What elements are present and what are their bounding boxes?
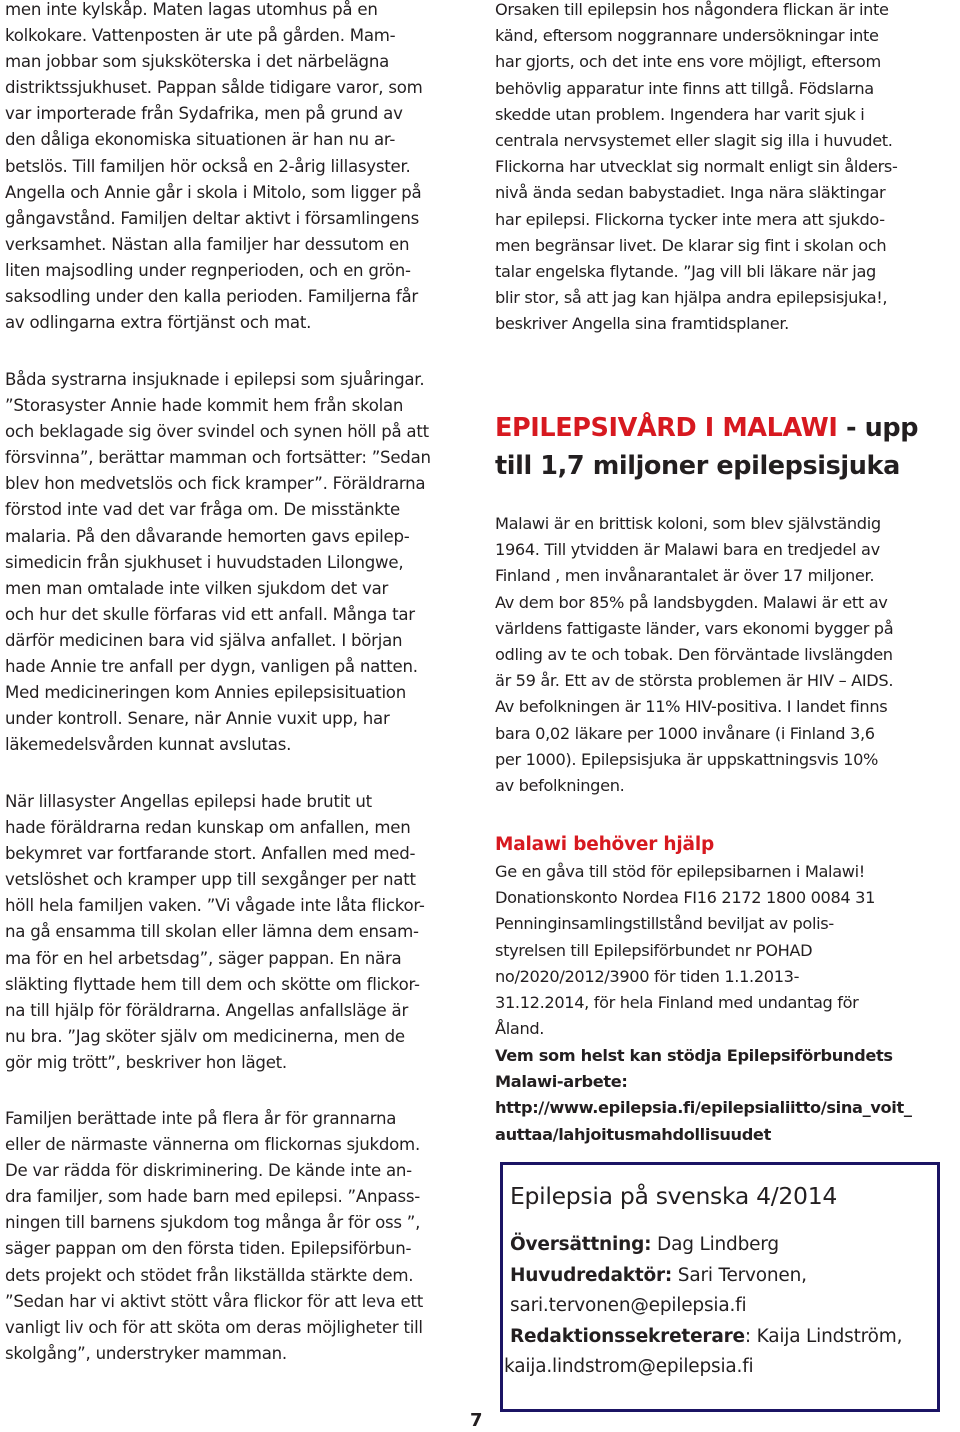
text-line: styrelsen till Epilepsiförbundet nr POHAD	[495, 940, 813, 960]
text-line: De var rädda för diskriminering. De kände inte an-	[5, 1161, 412, 1181]
text-line: Av befolkningen är 11% HIV-positiva. I landet finns	[495, 697, 888, 717]
text-line: bekymret var fortfarande stort. Anfallen med med-	[5, 844, 416, 864]
text-line: kolkokare. Vattenposten är ute på gården. Mam-	[5, 26, 396, 46]
text-line: dets projekt och stödet från likställda stärkte dem.	[5, 1265, 414, 1285]
text-line: Ge en gåva till stöd för epilepsibarnen i Malawi!	[495, 862, 865, 881]
secretary-label: Redaktionssekreterare	[510, 1325, 745, 1347]
page-number: 7	[470, 1410, 483, 1431]
text-line: Malawi är en brittisk koloni, som blev självständig	[495, 514, 881, 533]
donation-text	[495, 859, 950, 1042]
text-line: Med medicineringen kom Annies epilepsisituation	[5, 683, 406, 703]
text-line: beskriver Angella sina framtidsplaner.	[495, 314, 789, 334]
section-heading	[495, 409, 950, 485]
text-line: under kontroll. Senare, när Annie vuxit upp, har	[5, 709, 390, 729]
text-line: malaria. På den dåvarande hemorten gavs epilep-	[5, 526, 410, 546]
text-line: eller de närmaste vännerna om flickornas sjukdom.	[5, 1135, 420, 1155]
text-line: blir stor, så att jag kan hjälpa andra epilepsisjuka!,	[495, 288, 888, 308]
text-line: Angella och Annie går i skola i Mitolo, som ligger på	[5, 182, 422, 202]
text-line: försvinna”, berättar mamman och fortsätter: ”Sedan	[5, 448, 431, 468]
text-line: Donationskonto Nordea FI16 2172 1800 0084 31	[495, 888, 876, 908]
text-line: auttaa/lahjoitusmahdollisuudet	[495, 1124, 771, 1144]
left-paragraph-1	[5, 0, 467, 336]
editor-email[interactable]: sari.tervonen@epilepsia.fi	[510, 1295, 747, 1316]
right-paragraph-2	[495, 511, 950, 799]
text-line: nivå ända sedan babystadiet. Inga nära släktingar	[495, 183, 886, 203]
text-line: men inte kylskåp. Maten lagas utomhus på en	[5, 0, 378, 19]
text-line: har epilepsi. Flickorna tycker inte mera att sjukdo-	[495, 209, 885, 229]
support-text	[495, 1043, 950, 1148]
text-line: av odlingarna extra förtjänst och mat.	[5, 313, 312, 333]
text-line: http://www.epilepsia.fi/epilepsialiitto/sina_voit_	[495, 1098, 912, 1118]
sub-heading: Malawi behöver hjälp	[495, 834, 715, 855]
text-line: dra familjer, som hade barn med epilepsi. ”Anpass-	[5, 1187, 420, 1207]
text-line: Av dem bor 85% på landsbygden. Malawi är ett av	[495, 592, 888, 612]
text-line: behövlig apparatur inte finns att tillgå. Födslarna	[495, 78, 874, 98]
text-line: världens fattigaste länder, vars ekonomi bygger på	[495, 618, 894, 638]
translation-label: Översättning:	[510, 1234, 652, 1255]
text-line: Penninginsamlingstillstånd beviljat av polis-	[495, 914, 834, 934]
text-line: var importerade från Sydafrika, men på grund av	[5, 104, 403, 124]
text-line: vanligt liv och för att sköta om deras möjligheter till	[5, 1317, 423, 1337]
text-line: känd, eftersom noggrannare undersökningar inte	[495, 26, 879, 46]
text-line: per 1000). Epilepsisjuka är uppskattningsvis 10%	[495, 749, 879, 769]
text-line: ma för en hel arbetsdag”, säger pappan. En nära	[5, 948, 402, 968]
text-line: no/2020/2012/3900 för tiden 1.1.2013-	[495, 966, 800, 986]
text-line: hade Annie tre anfall per dygn, vanligen på natten.	[5, 657, 418, 677]
text-line: na gå ensamma till skolan eller lämna dem ensam-	[5, 922, 419, 942]
text-line: liten majsodling under regnperioden, och en grön-	[5, 260, 411, 280]
text-line: av befolkningen.	[495, 776, 625, 796]
left-paragraph-3	[5, 789, 467, 1076]
right-paragraph-1	[495, 0, 950, 338]
text-line: den dåliga ekonomiska situationen är han nu ar-	[5, 130, 396, 150]
text-line: ”Sedan har vi aktivt stött våra flickor för att leva ett	[5, 1291, 423, 1311]
text-line: Familjen berättade inte på flera år för grannarna	[5, 1109, 397, 1128]
text-line: Flickorna har utvecklat sig normalt enligt sin ålders-	[495, 157, 898, 177]
text-line: Finland , men invånarantalet är över 17 miljoner.	[495, 566, 875, 586]
text-line: och hur det skulle förfaras vid ett anfall. Många tar	[5, 604, 415, 624]
text-line: läkemedelsvården kunnat avslutas.	[5, 735, 292, 755]
secretary-email[interactable]: kaija.lindstrom@epilepsia.fi	[504, 1356, 754, 1377]
section-heading-red: EPILEPSIVÅRD I MALAWI	[495, 413, 838, 443]
text-line: men begränsar livet. De klarar sig fint i skolan och	[495, 235, 887, 255]
text-line: na till hjälp för föräldrarna. Angellas anfallsläge är	[5, 1000, 409, 1020]
issue-title: Epilepsia på svenska 4/2014	[510, 1182, 838, 1210]
section-heading-black: - upp	[837, 413, 919, 443]
text-line: skedde utan problem. Ingendera har varit sjuk i	[495, 104, 865, 124]
text-line: Orsaken till epilepsin hos någondera flickan är inte	[495, 0, 889, 19]
secretary-value: : Kaija Lindström,	[744, 1325, 903, 1347]
text-line: gör mig trött”, beskriver hon läget.	[5, 1052, 287, 1072]
text-line: talar engelska flytande. ”Jag vill bli läkare när jag	[495, 262, 876, 282]
text-line: därför medicinen bara vid själva anfallet. I början	[5, 630, 403, 650]
text-line: höll hela familjen vaken. ”Vi vågade inte låta flickor-	[5, 896, 425, 916]
text-line: ningen till barnens sjukdom tog många år för oss ”,	[5, 1213, 421, 1233]
section-heading-line2: till 1,7 miljoner epilepsisjuka	[495, 451, 900, 481]
text-line: förstod inte vad det var fråga om. De misstänkte	[5, 500, 400, 520]
editor-value: Sari Tervonen,	[672, 1264, 807, 1286]
text-line: och beklagade sig över svindel och synen höll på att	[5, 422, 429, 442]
text-line: 1964. Till ytvidden är Malawi bara en tredjedel av	[495, 540, 880, 560]
imprint-box	[500, 1162, 940, 1412]
text-line: När lillasyster Angellas epilepsi hade brutit ut	[5, 792, 372, 811]
text-line: gångavstånd. Familjen deltar aktivt i församlingens	[5, 208, 420, 228]
text-line: nu bra. ”Jag sköter själv om medicinerna, men de	[5, 1026, 405, 1046]
secretary-line	[510, 1322, 902, 1353]
text-line: Båda systrarna insjuknade i epilepsi som sjuåringar.	[5, 370, 425, 389]
text-line: blev hon medvetslös och fick kramper”. Föräldrarna	[5, 474, 426, 494]
text-line: har gjorts, och det inte ens vore möjligt, eftersom	[495, 52, 881, 72]
text-line: betslös. Till familjen hör också en 2-årig lillasyster.	[5, 156, 411, 176]
text-line: släkting flyttade hem till dem och skötte om flickor-	[5, 974, 420, 994]
text-line: simedicin från sjukhuset i huvudstaden Lilongwe,	[5, 552, 404, 572]
left-paragraph-4	[5, 1106, 467, 1367]
text-line: skolgång”, understryker mamman.	[5, 1343, 287, 1363]
text-line: Vem som helst kan stödja Epilepsiförbundets	[495, 1046, 893, 1065]
text-line: verksamhet. Nästan alla familjer har dessutom en	[5, 234, 410, 254]
text-line: 31.12.2014, för hela Finland med undantag för	[495, 993, 859, 1013]
editor-line	[510, 1261, 902, 1292]
text-line: Åland.	[495, 1019, 545, 1039]
text-line: bara 0,02 läkare per 1000 invånare (i Finland 3,6	[495, 723, 875, 743]
text-line: odling av te och tobak. Den förväntade livslängden	[495, 645, 893, 665]
text-line: distriktssjukhuset. Pappan sålde tidigare varor, som	[5, 78, 423, 98]
text-line: Malawi-arbete:	[495, 1072, 628, 1092]
left-paragraph-2	[5, 367, 467, 758]
translation-value: Dag Lindberg	[651, 1234, 779, 1255]
text-line: hade föräldrarna redan kunskap om anfallen, men	[5, 818, 411, 838]
text-line: saksodling under den kalla perioden. Familjerna får	[5, 287, 418, 307]
editor-label: Huvudredaktör:	[510, 1264, 673, 1286]
text-line: ”Storasyster Annie hade kommit hem från skolan	[5, 396, 404, 416]
text-line: är 59 år. Ett av de största problemen är HIV – AIDS.	[495, 671, 894, 691]
text-line: men man omtalade inte vilken sjukdom det var	[5, 578, 389, 598]
text-line: man jobbar som sjuksköterska i det närbelägna	[5, 52, 390, 72]
text-line: centrala nervsystemet eller slagit sig illa i huvudet.	[495, 131, 893, 151]
text-line: vetslöshet och kramper upp till sexgånger per natt	[5, 870, 416, 890]
translation-line	[510, 1230, 902, 1261]
text-line: säger pappan om den första tiden. Epilepsiförbun-	[5, 1239, 412, 1259]
